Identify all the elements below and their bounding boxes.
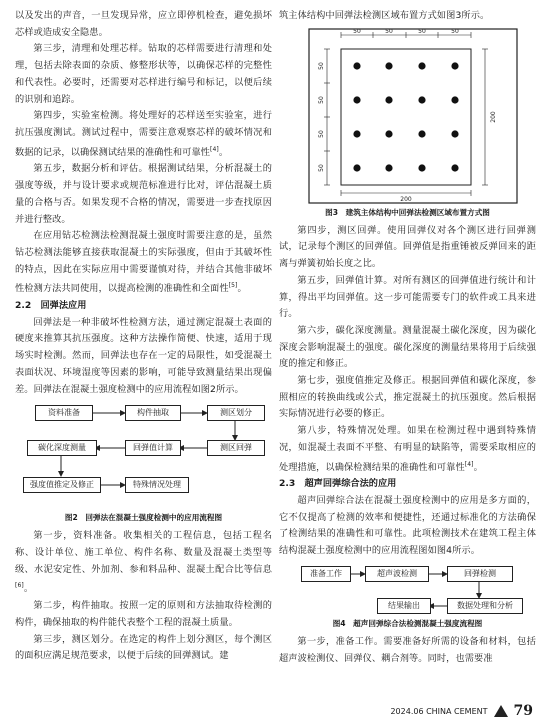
- page-number: 79: [513, 703, 533, 719]
- step-box: 结果输出: [377, 598, 431, 614]
- step-box: 构件抽取: [125, 405, 181, 421]
- step-box: 特殊情况处理: [125, 477, 189, 493]
- figure-3-layout: [279, 27, 536, 205]
- dim-label: 50: [418, 27, 426, 35]
- paragraph: 第五步，回弹值计算。对所有测区的回弹值进行统计和计算，得出平均回弹值。这一步可能需要专门的软件或工具来进行。: [279, 274, 536, 320]
- citation-ref: [4]: [210, 145, 219, 153]
- paragraph: 第四步，测区回弹。使用回弹仪对各个测区进行回弹测试，记录每个测区的回弹值。回弹值是指重锤被反弹回来的距离与弹簧初始长度之比。: [279, 224, 536, 270]
- dim-label: 50: [318, 129, 325, 138]
- test-points: [353, 62, 458, 171]
- step-box: 准备工作: [301, 566, 351, 582]
- paragraph: 第一步，准备工作。需要准备好所需的设备和材料，包括超声波检测仪、回弹仪、耦合剂等。同时，也需要准: [279, 635, 536, 664]
- paragraph: 第六步，碳化深度测量。测量混凝土碳化深度，因为碳化深度会影响混凝土的强度。碳化深度的测量结果将用于后续强度的推定和修正。: [279, 324, 536, 370]
- test-area-grid: [279, 27, 536, 205]
- paragraph: 第四步，实验室检测。将处理好的芯样送至实验室，进行抗压强度测试。测试过程中，需要注意观察芯样的破坏情况和数据的记录，以确保测试结果的准确性和可靠性[4]。: [15, 110, 272, 158]
- step-box: 回弹值计算: [125, 440, 181, 456]
- figure-caption: 图3 建筑主体结构中回弹法检测区域布置方式图: [325, 207, 490, 217]
- citation-ref: [5]: [228, 282, 238, 290]
- step-box: 超声波检测: [365, 566, 429, 582]
- figure-4-flowchart: [279, 562, 536, 616]
- figure-caption: 图4 超声回弹综合法检测混凝土强度流程图: [332, 618, 483, 628]
- paragraph: 第二步，构件抽取。按照一定的原则和方法抽取待检测的构件，确保抽取的构件能代表整个工程的混凝土质量。: [15, 600, 272, 628]
- dim-label: 200: [400, 195, 412, 203]
- section-heading: 2.2 回弹法应用: [15, 300, 87, 312]
- paragraph: 超声回弹综合法在混凝土强度检测中的应用是多方面的，它不仅提高了检测的效率和便捷性，还通过标准化的方法确保了检测结果的准确性和可靠性。此项检测技术在建筑工程主体结构混凝土强度检测中的应用流程图如图4所示。: [279, 495, 536, 557]
- dim-label: 50: [318, 61, 325, 70]
- paragraph: 第八步，特殊情况处理。如果在检测过程中遇到特殊情况，如混凝土表面不平整、有明显的缺陷等，需要采取相应的处理措施，以确保检测结果的准确性和可靠性[4]。: [279, 425, 536, 473]
- dim-label: 50: [451, 27, 459, 35]
- paragraph: 筑主体结构中回弹法检测区域布置方式如图3所示。: [279, 10, 490, 21]
- dim-label: 50: [385, 27, 393, 35]
- step-box: 碳化深度测量: [27, 440, 97, 456]
- dim-label: 50: [318, 95, 325, 104]
- figure-2-flowchart: [15, 400, 272, 510]
- section-heading: 2.3 超声回弹综合法的应用: [279, 478, 397, 490]
- dim-label: 200: [490, 110, 497, 123]
- step-box: 测区划分: [207, 405, 265, 421]
- paragraph: 第一步，资料准备。收集相关的工程信息，包括工程名称、设计单位、施工单位、构件名称、数量及混凝土类型等级、水泥安定性、外加剂、参和料品种、混凝土配合比等信息[6]。: [15, 530, 272, 595]
- step-box: 强度值推定及修正: [23, 477, 101, 493]
- citation-ref: [6]: [15, 582, 24, 590]
- step-box: 测区回弹: [207, 440, 265, 456]
- paragraph: 在应用钻芯检测法检测混凝土强度时需要注意的是，虽然钻芯检测法能够直接获取混凝土的实际强度，但由于其破坏性的特点，因此在实际应用中需要谨慎对待，并结合其他非破坏性检测方法共同使用，以提高检测的准确性和全面性[5]。: [15, 230, 272, 295]
- step-box: 资料准备: [35, 405, 93, 421]
- paragraph: 第五步，数据分析和评估。根据测试结果，分析混凝土的强度等级，并与设计要求或规范标准进行比对，评估混凝土质量的合格与否。如果发现不合格的情况，需要进一步查找原因并进行整改。: [15, 163, 272, 225]
- page-footer: [390, 703, 533, 719]
- figure-caption: 图2 回弹法在混凝土强度检测中的应用流程图: [64, 513, 223, 523]
- step-box: 回弹检测: [447, 566, 513, 582]
- triangle-icon: [494, 705, 508, 717]
- citation-ref: [4]: [464, 460, 474, 468]
- paragraph: 回弹法是一种非破坏性检测方法，通过测定混凝土表面的硬度来推算其抗压强度。这种方法操作简便、快速，适用于现场实时检测。然而，回弹法也存在一定的局限性，如受混凝土表面状况、环境湿度等因素的影响，可能导致测量结果出现偏差。回弹法在混凝土强度检测中的应用流程如图2所示。: [15, 316, 272, 395]
- left-column: [15, 8, 272, 665]
- dim-label: 50: [318, 163, 325, 172]
- paragraph: 第三步，测区划分。在选定的构件上划分测区，每个测区的面积应满足规范要求，以便于后续的回弹测试。建: [15, 633, 272, 662]
- paragraph: 以及发出的声音，一旦发现异常，应立即停机检查，避免损坏芯样或造成安全隐患。: [15, 10, 272, 38]
- paragraph: 第七步，强度值推定及修正。根据回弹值和碳化深度，参照相应的转换曲线或公式，推定混凝土的抗压强度。然后根据实际情况进行必要的修正。: [279, 375, 536, 420]
- paragraph: 第三步，清理和处理芯样。钻取的芯样需要进行清理和处理，包括去除表面的杂质、修整形状等，以确保芯样的完整性和代表性。必要时，还需要对芯样进行编号和标记，以便后续的识别和追踪。: [15, 43, 272, 105]
- journal-name: 2024.06 CHINA CEMENT: [390, 706, 488, 716]
- step-box: 数据处理和分析: [447, 598, 523, 614]
- dim-label: 50: [353, 27, 361, 35]
- right-column: [279, 8, 536, 667]
